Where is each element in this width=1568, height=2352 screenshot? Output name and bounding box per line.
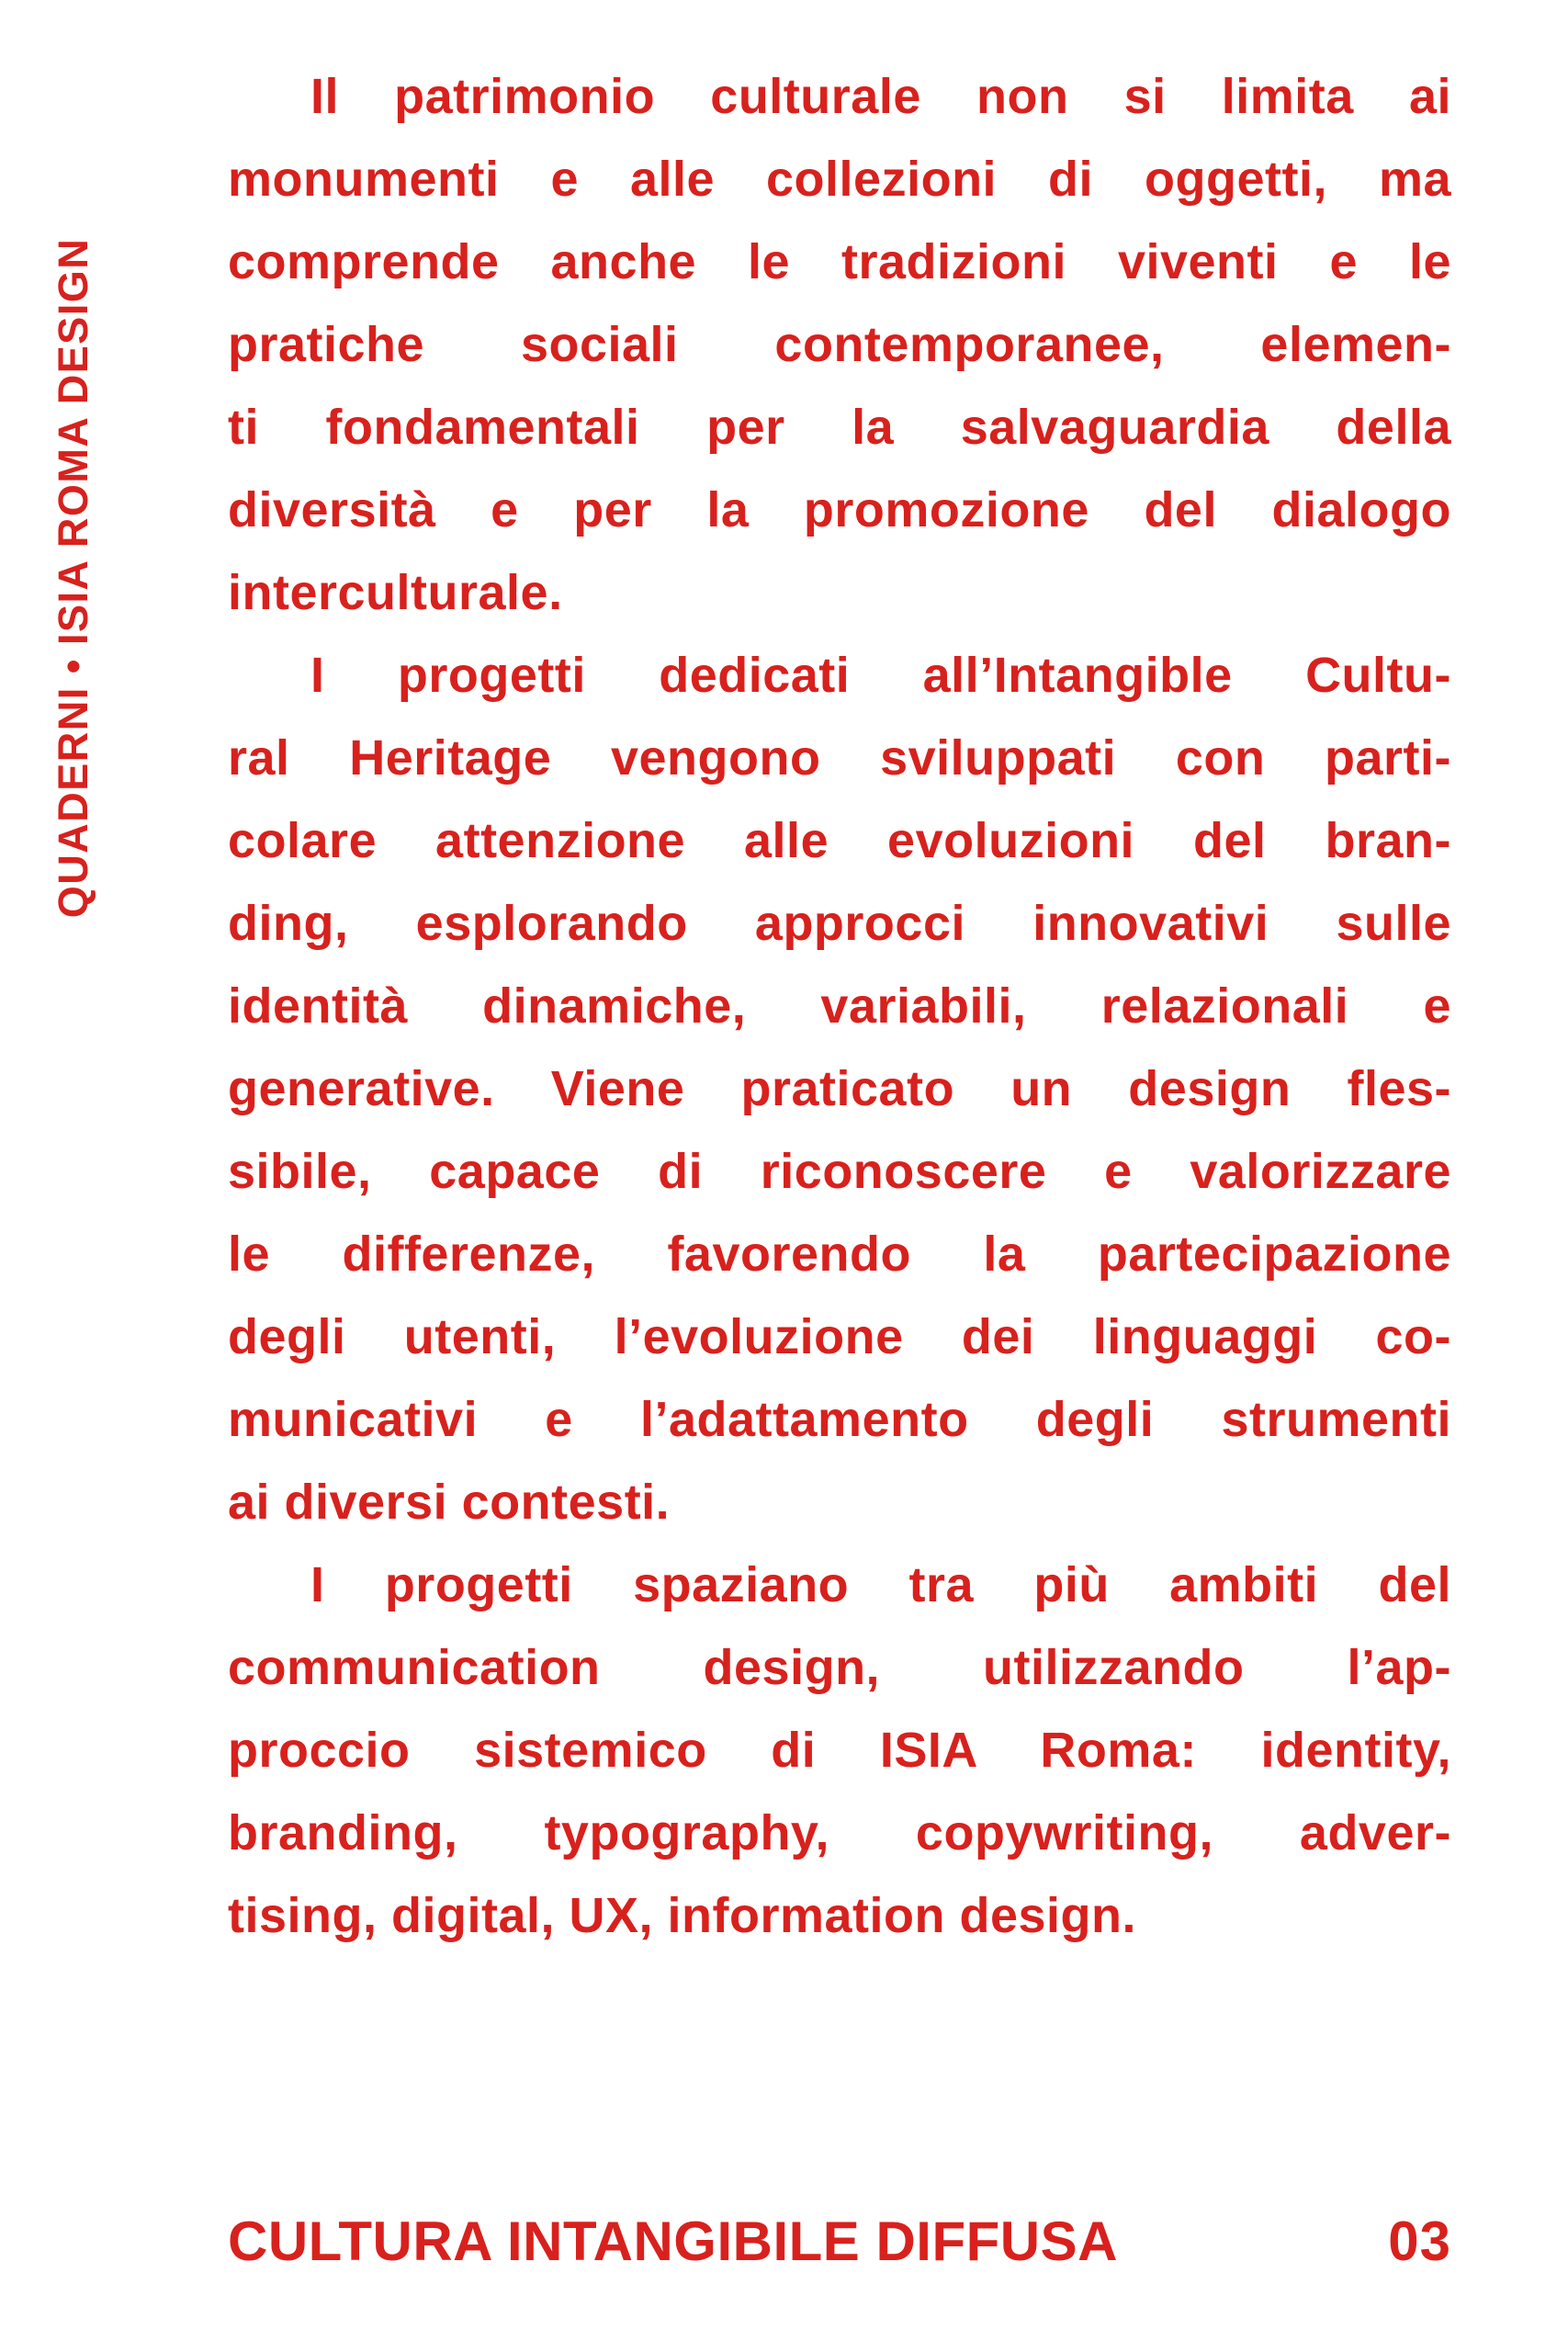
body-text-column bbox=[228, 55, 1451, 1957]
footer-running-title: CULTURA INTANGIBILE DIFFUSA bbox=[228, 2211, 1118, 2272]
body-line: ding, esplorando approcci innovativi sulle bbox=[228, 896, 1451, 951]
body-line: I progetti dedicati all’Intangible Cultu- bbox=[310, 648, 1451, 703]
page-number: 03 bbox=[1388, 2211, 1451, 2272]
body-line: I progetti spaziano tra più ambiti del bbox=[310, 1557, 1451, 1612]
body-line: pratiche sociali contemporanee, elemen- bbox=[228, 317, 1451, 372]
body-line: comprende anche le tradizioni viventi e le bbox=[228, 234, 1451, 289]
body-line: communication design, utilizzando l’ap- bbox=[228, 1640, 1451, 1695]
body-line: tising, digital, UX, information design. bbox=[228, 1888, 1137, 1943]
body-line: proccio sistemico di ISIA Roma: identity, bbox=[228, 1723, 1451, 1778]
body-line: le differenze, favorendo la partecipazione bbox=[228, 1227, 1451, 1282]
body-line: ti fondamentali per la salvaguardia della bbox=[228, 400, 1451, 455]
body-line: ral Heritage vengono sviluppati con parti- bbox=[228, 730, 1451, 786]
body-line: Il patrimonio culturale non si limita ai bbox=[310, 69, 1451, 124]
body-line: municativi e l’adattamento degli strumenti bbox=[228, 1392, 1451, 1447]
body-line: generative. Viene praticato un design fles- bbox=[228, 1061, 1451, 1116]
body-line: identità dinamiche, variabili, relazionali e bbox=[228, 978, 1451, 1034]
body-line: interculturale. bbox=[228, 565, 563, 620]
body-line: sibile, capace di riconoscere e valorizzare bbox=[228, 1144, 1451, 1199]
body-line: branding, typography, copywriting, adver- bbox=[228, 1805, 1451, 1860]
body-line: monumenti e alle collezioni di oggetti, ma bbox=[228, 152, 1451, 207]
body-line: ai diversi contesti. bbox=[228, 1475, 671, 1530]
body-line: colare attenzione alle evoluzioni del bran- bbox=[228, 813, 1451, 868]
spine-vertical-label: QUADERNI • ISIA ROMA DESIGN bbox=[50, 237, 96, 919]
body-line: diversità e per la promozione del dialogo bbox=[228, 482, 1451, 537]
page-footer bbox=[228, 2210, 1451, 2273]
body-line: degli utenti, l’evoluzione dei linguaggi co- bbox=[228, 1309, 1451, 1364]
